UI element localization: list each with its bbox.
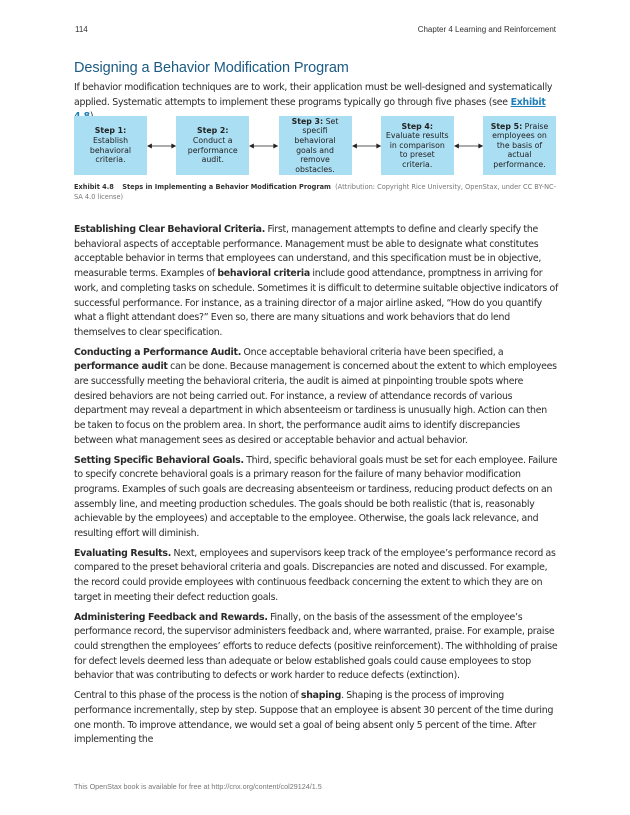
step-label: Step 1: — [94, 126, 127, 136]
paragraph-heading: Setting Specific Behavioral Goals. — [74, 454, 244, 466]
step-text: Conduct a performance audit. — [187, 135, 238, 165]
paragraph-behavioral-goals — [74, 454, 558, 542]
paragraph-text: Finally, on the basis of the assessment of the employee’s performance record, the supervisor administers feedback and, where warranted, praise. For example, praise could strengthen the employees’ efforts to reduce defects (positive reinforcement). The withholding of praise for defect levels deemed less than adequate or below established goals could cause employees to stop behavior that was contributing to defects or work harder to reduce defects (extinction). — [74, 611, 558, 682]
double-arrow-icon — [454, 142, 483, 150]
step-label: Step 5: — [490, 121, 523, 131]
key-term: behavioral criteria — [217, 268, 310, 280]
paragraph-shaping — [74, 689, 558, 748]
paragraph-text: Third, specific behavioral goals must be set for each employee. Failure to specify concrete behavioral goals is a primary reason for the failure of many behavior modification programs. Examples of such goals are decreasing absenteeism or tardiness, reducing product defects on an assembly line, and meeting production schedules. The goals should be both realistic (that is, reasonably achievable by the employees) and acceptable to the employee. Otherwise, the goals lack relevance, and resulting effort will diminish. — [74, 454, 558, 540]
page-number: 114 — [75, 25, 88, 34]
step-label: Step 2: — [197, 126, 229, 136]
exhibit-link[interactable]: Exhibit — [510, 96, 546, 108]
intro-text: If behavior modification techniques are to work, their application must be well-designed and systematically applied. Systematic attempts to implement these programs typically go through five phases (see — [74, 82, 553, 108]
paragraph-text: Central to this phase of the process is the notion of — [74, 690, 301, 702]
paragraph-heading: Evaluating Results. — [74, 547, 172, 559]
chapter-header: Chapter 4 Learning and Reinforcement — [417, 25, 556, 34]
paragraph-heading: Administering Feedback and Rewards. — [74, 611, 268, 623]
caption-attribution: (Attribution: Copyright Rice University, OpenStax, under CC BY-NC-SA 4.0 license) — [74, 183, 556, 202]
key-term: shaping — [300, 690, 342, 702]
paragraph-text: can be done. Because management is concerned about the extent to which employees are successfully meeting the behavioral criteria, the audit is aimed at pinpointing trouble spots where desired behaviors are not being carried out. For instance, a review of attendance records of various department may reveal a department in which absenteeism or tardiness is unusually high. Action can then be taken to focus on the problem area. In short, the performance audit aims to identify discrepancies between what management sees as desired or acceptable behavior and actual behavior. — [74, 361, 557, 446]
paragraph-text: . Shaping is the process of improving performance incrementally, step by step. Suppose that an employee is absent 30 percent of the time during one month. To improve attendance, we would set a goal of being absent only 5 percent of the time. After implementing the — [74, 690, 554, 746]
double-arrow-icon — [352, 142, 381, 150]
paragraph-behavioral-criteria — [74, 223, 558, 341]
step-4-box — [381, 116, 454, 175]
footer-note: This OpenStax book is available for free at http://cnx.org/content/col29124/1.5 — [74, 782, 322, 791]
step-text: Set specifi behavioral goals and remove obstacles. — [294, 116, 339, 174]
body-text — [74, 223, 558, 753]
step-label: Step 3: — [291, 116, 324, 126]
paragraph-text: First, management attempts to define and clearly specify the behavioral aspects of acceptable performance. Management must be able to designate what constitutes acceptable behavior in terms that employees can understand, and this specification must be in objective, measurable terms. Examples of — [74, 224, 542, 280]
step-text: Praise employees on the basis of actual performance. — [492, 121, 549, 169]
paragraph-feedback-rewards — [74, 611, 558, 685]
double-arrow-icon — [249, 142, 278, 150]
step-1-box — [74, 116, 147, 175]
paragraph-heading: Conducting a Performance Audit. — [74, 346, 242, 358]
step-3-box — [279, 116, 352, 175]
caption-title: Steps in Implementing a Behavior Modification Program — [122, 183, 331, 191]
paragraph-text: Once acceptable behavioral criteria have been specified, a — [241, 346, 504, 358]
caption-label: Exhibit 4.8 — [74, 183, 114, 191]
exhibit-caption — [74, 182, 558, 203]
step-2-box — [176, 116, 249, 175]
exhibit-flow-diagram — [74, 114, 556, 177]
key-term: performance audit — [74, 361, 168, 373]
paragraph-text: include good attendance, promptness in arriving for work, and completing tasks on schedule. Sometimes it is difficult to determine suitable objective indicators of successful performance. For instance, as a training director of a major airline asked, “How do you quantify what a flight attendant does?” Even so, there are many situations and work behaviors that do lend themselves to clear specification. — [74, 268, 559, 338]
step-text: Establish behavioral criteria. — [89, 135, 132, 165]
step-text: Evaluate results in comparison to preset criteria. — [385, 131, 449, 169]
step-label: Step 4: — [401, 121, 433, 131]
section-title: Designing a Behavior Modification Program — [74, 60, 349, 76]
paragraph-heading: Establishing Clear Behavioral Criteria. — [74, 224, 266, 235]
paragraph-performance-audit — [74, 346, 558, 449]
step-5-box — [483, 116, 556, 175]
double-arrow-icon — [147, 142, 176, 150]
paragraph-text: Next, employees and supervisors keep track of the employee’s performance record as compared to the preset behavioral criteria and goals. Discrepancies are noted and discussed. For example, the record could provide employees with continuous feedback concerning the extent to which they are on target in meeting their defect reduction goals. — [74, 547, 556, 603]
paragraph-evaluating-results — [74, 547, 558, 606]
